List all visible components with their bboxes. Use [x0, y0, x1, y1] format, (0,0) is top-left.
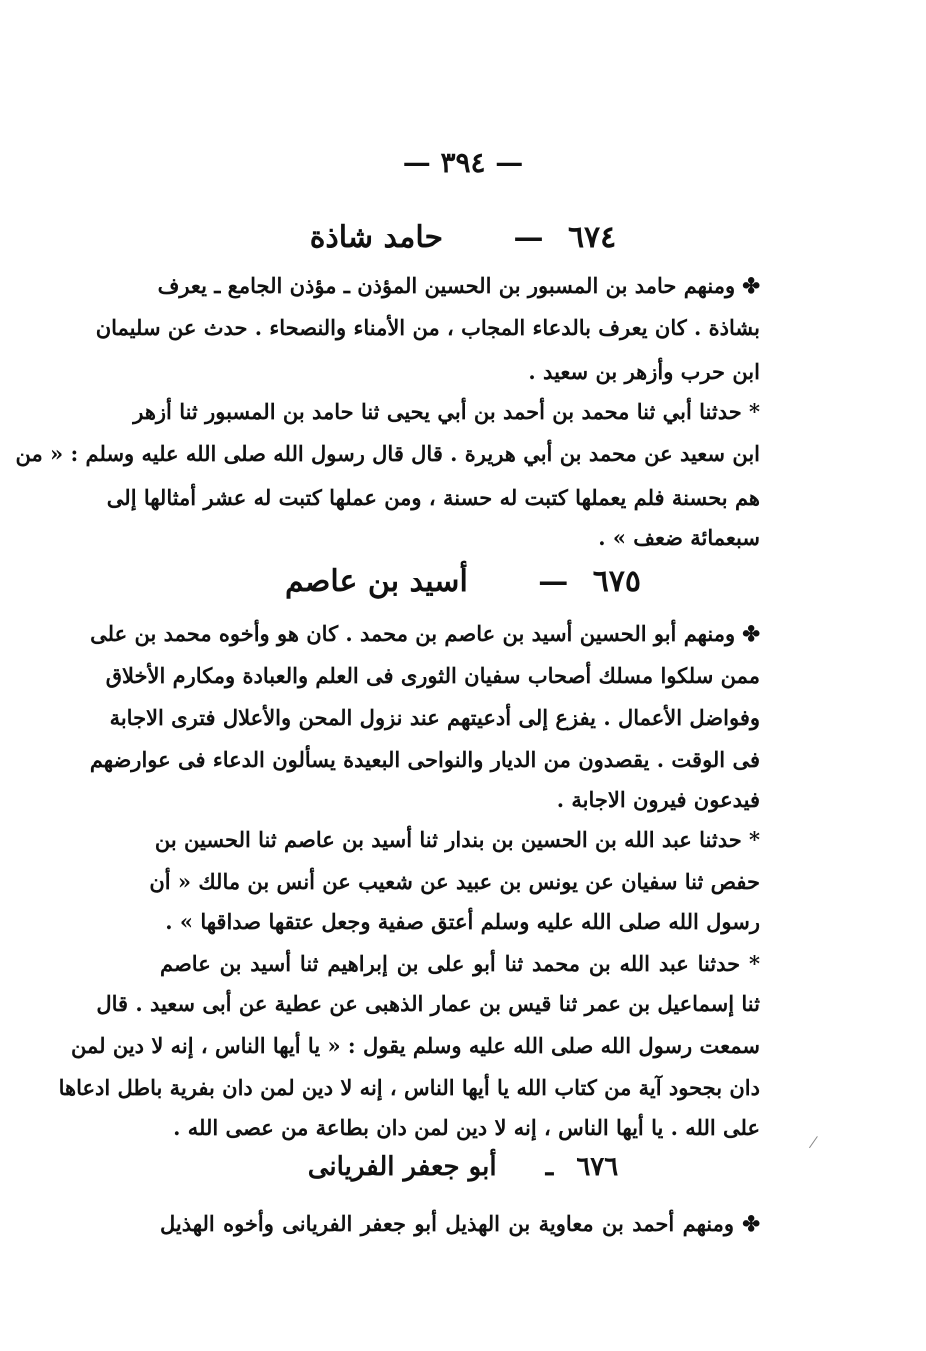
text-line: ✤ ومنهم أبو الحسين أسيد بن عاصم بن محمد . كان هو وأخوه محمد بن على	[90, 621, 760, 646]
text-line: حفص ثنا سفيان عن يونس بن عبيد عن شعيب عن أنس بن مالك « أن	[149, 869, 760, 894]
entry-number: ٦٧٤	[567, 220, 617, 255]
text-line: هم بحسنة فلم يعملها كتبت له حسنة ، ومن عملها كتبت له عشر أمثالها إلى	[106, 485, 760, 510]
entry-number: ٦٧٥	[592, 564, 642, 599]
entry-number: ٦٧٦	[576, 1152, 619, 1182]
text-line: ثنا إسماعيل بن عمر ثنا قيس بن عمار الذهبى عن عطية عن أبى سعيد . قال	[96, 991, 760, 1016]
entry-title: أسيد بن عاصم	[284, 564, 468, 599]
text-line: ابن حرب وأزهر بن سعيد .	[528, 359, 760, 384]
text-line: فى الوقت . يقصدون من الديار والنواحى البعيدة يسألون الدعاء فى عوارضهم	[89, 747, 760, 772]
entry-title: أبو جعفر الفريانى	[307, 1152, 497, 1182]
text-line: * حدثنا أبي ثنا محمد بن أحمد بن أبي يحيى ثنا حامد بن المسبور ثنا أزهر	[133, 399, 760, 424]
text-line: سبعمائة ضعف » .	[598, 525, 760, 550]
text-line: * حدثنا عبد الله بن الحسين بن بندار ثنا أسيد بن عاصم ثنا الحسين بن	[154, 827, 760, 852]
entry-dash: —	[513, 220, 544, 255]
text-line: فيدعون فيرون الاجابة .	[556, 787, 760, 812]
text-line: ✤ ومنهم حامد بن المسبور بن الحسين المؤذن ـ مؤذن الجامع ـ يعرف	[157, 273, 760, 298]
text-line: ✤ ومنهم أحمد بن معاوية بن الهذيل أبو جعفر الفريانى وأخوه الهذيل	[160, 1211, 760, 1236]
entry-heading	[0, 220, 926, 255]
entry-heading	[0, 1152, 926, 1182]
page-number: — ٣٩٤ —	[402, 146, 524, 179]
text-line: * حدثنا عبد الله بن محمد ثنا أبو على بن إبراهيم ثنا أسيد بن عاصم	[160, 951, 760, 976]
text-line: دان بجحود آية من كتاب الله يا أيها الناس ، إنه لا دين لمن دان بفرية باطل ادعاها	[58, 1075, 760, 1100]
entry-dash: ـ	[545, 1152, 554, 1182]
text-line: على الله . يا أيها الناس ، إنه لا دين لمن دان بطاعة من عصى الله .	[173, 1115, 760, 1140]
entry-title: حامد شاذة	[309, 220, 444, 255]
entry-heading	[0, 564, 926, 599]
entry-dash: —	[538, 564, 569, 599]
text-line: ابن سعيد عن محمد بن أبي هريرة . قال قال رسول الله صلى الله عليه وسلم : « من	[15, 441, 760, 466]
text-line: بشاذة . كان يعرف بالدعاء المجاب ، من الأمناء والنصحاء . حدث عن سليمان	[95, 315, 760, 340]
text-line: ممن سلكوا مسلك أصحاب سفيان الثورى فى العلم والعبادة ومكارم الأخلاق	[105, 663, 760, 688]
text-line: سمعت رسول الله صلى الله عليه وسلم يقول : « يا أيها الناس ، إنه لا دين لمن	[71, 1033, 760, 1058]
text-line: وفواضل الأعمال . يفزع إلى أدعيتهم عند نزول المحن والأعلال فترى الاجابة	[109, 705, 760, 730]
text-line: رسول الله صلى الله عليه وسلم أعتق صفية وجعل عتقها صداقها » .	[165, 909, 760, 934]
